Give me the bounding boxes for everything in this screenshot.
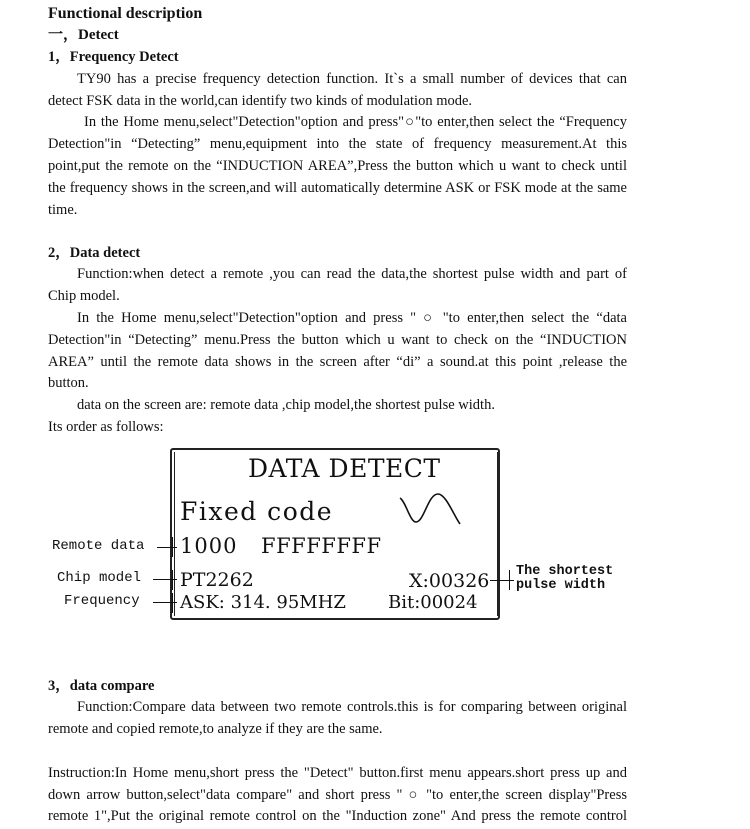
leader-remote-data-tick <box>172 537 173 557</box>
s3-line-3: down arrow button,select"data compare" and short press " ○ "to enter,the screen display"Press <box>48 787 627 803</box>
lcd-x-value: X:00326 <box>409 570 490 592</box>
s2-line-3: Detection"in “Detecting” menu.Press the button which u want to check on the “INDUCTION <box>48 332 627 348</box>
s3-line-4: remote 1",Put the original remote control on the "Induction zone" And press the remote control <box>48 808 627 824</box>
leader-frequency <box>153 602 177 603</box>
sine-wave-icon <box>398 492 464 528</box>
s1-line-0: TY90 has a precise frequency detection function. It`s a small number of devices that can <box>77 71 627 87</box>
s2-line-7: Its order as follows: <box>48 419 164 435</box>
s1-line-2: In the Home menu,select"Detection"option and press"○"to enter,then select the “Frequency <box>84 114 627 130</box>
s2-line-1: Chip model. <box>48 288 120 304</box>
s3-line-2: Instruction:In Home menu,short press the "Detect" button.first menu appears.short press up and <box>48 765 627 781</box>
leader-pulse-width-tick <box>509 570 510 590</box>
s2-line-6: data on the screen are: remote data ,chip model,the shortest pulse width. <box>77 397 495 413</box>
lcd-data-prefix: 1000 <box>180 534 238 558</box>
s2-title: 2，Data detect <box>48 245 141 261</box>
leader-chip-model-tick <box>172 570 173 590</box>
label-remote-data: Remote data <box>52 538 145 554</box>
label-frequency: Frequency <box>64 593 140 609</box>
s1-line-1: detect FSK data in the world,can identify two kinds of modulation mode. <box>48 93 473 109</box>
label-pulse-width-1: The shortest <box>516 564 614 579</box>
leader-pulse-width <box>490 580 514 581</box>
s1-line-4: point,put the remote on the “INDUCTION AREA”,Press the button which u want to check until <box>48 158 627 174</box>
s1-line-3: Detection"in “Detecting” menu,equipment into the state of frequency measurement.At this <box>48 136 627 152</box>
lcd-chip: PT2262 <box>180 569 254 591</box>
label-chip-model: Chip model <box>57 570 142 586</box>
leader-frequency-tick <box>172 593 173 613</box>
s2-line-2: In the Home menu,select"Detection"option and press " ○ "to enter,then select the “data <box>77 310 627 326</box>
leader-chip-model <box>153 579 177 580</box>
lcd-data-value: FFFFFFFF <box>261 534 382 558</box>
s3-line-1: remote and copied remote,to analyze if they are the same. <box>48 721 383 737</box>
s1-line-5: the frequency shows in the screen,and will automatically determine ASK or FSK mode at the same <box>48 180 627 196</box>
label-pulse-width-2: pulse width <box>516 578 606 593</box>
s2-line-5: button. <box>48 375 89 391</box>
lcd-title: DATA DETECT <box>248 454 441 483</box>
s3-title: 3，data compare <box>48 678 155 694</box>
lcd-bit: Bit:00024 <box>388 592 478 613</box>
document-heading: Functional description <box>48 5 203 22</box>
s2-line-0: Function:when detect a remote ,you can read the data,the shortest pulse width and part of <box>77 266 627 282</box>
lcd-frequency: ASK: 314. 95MHZ <box>180 592 346 613</box>
s3-line-0: Function:Compare data between two remote controls.this is for comparing between original <box>77 699 627 715</box>
lcd-mode: Fixed code <box>180 497 334 526</box>
s2-line-4: AREA” until the remote data shows in the screen after “di” a sound.at this point ,release the <box>48 354 627 370</box>
section-title: 一，Detect <box>48 27 119 43</box>
s1-title: 1，Frequency Detect <box>48 49 179 65</box>
leader-remote-data <box>157 547 177 548</box>
s1-line-6: time. <box>48 202 78 218</box>
